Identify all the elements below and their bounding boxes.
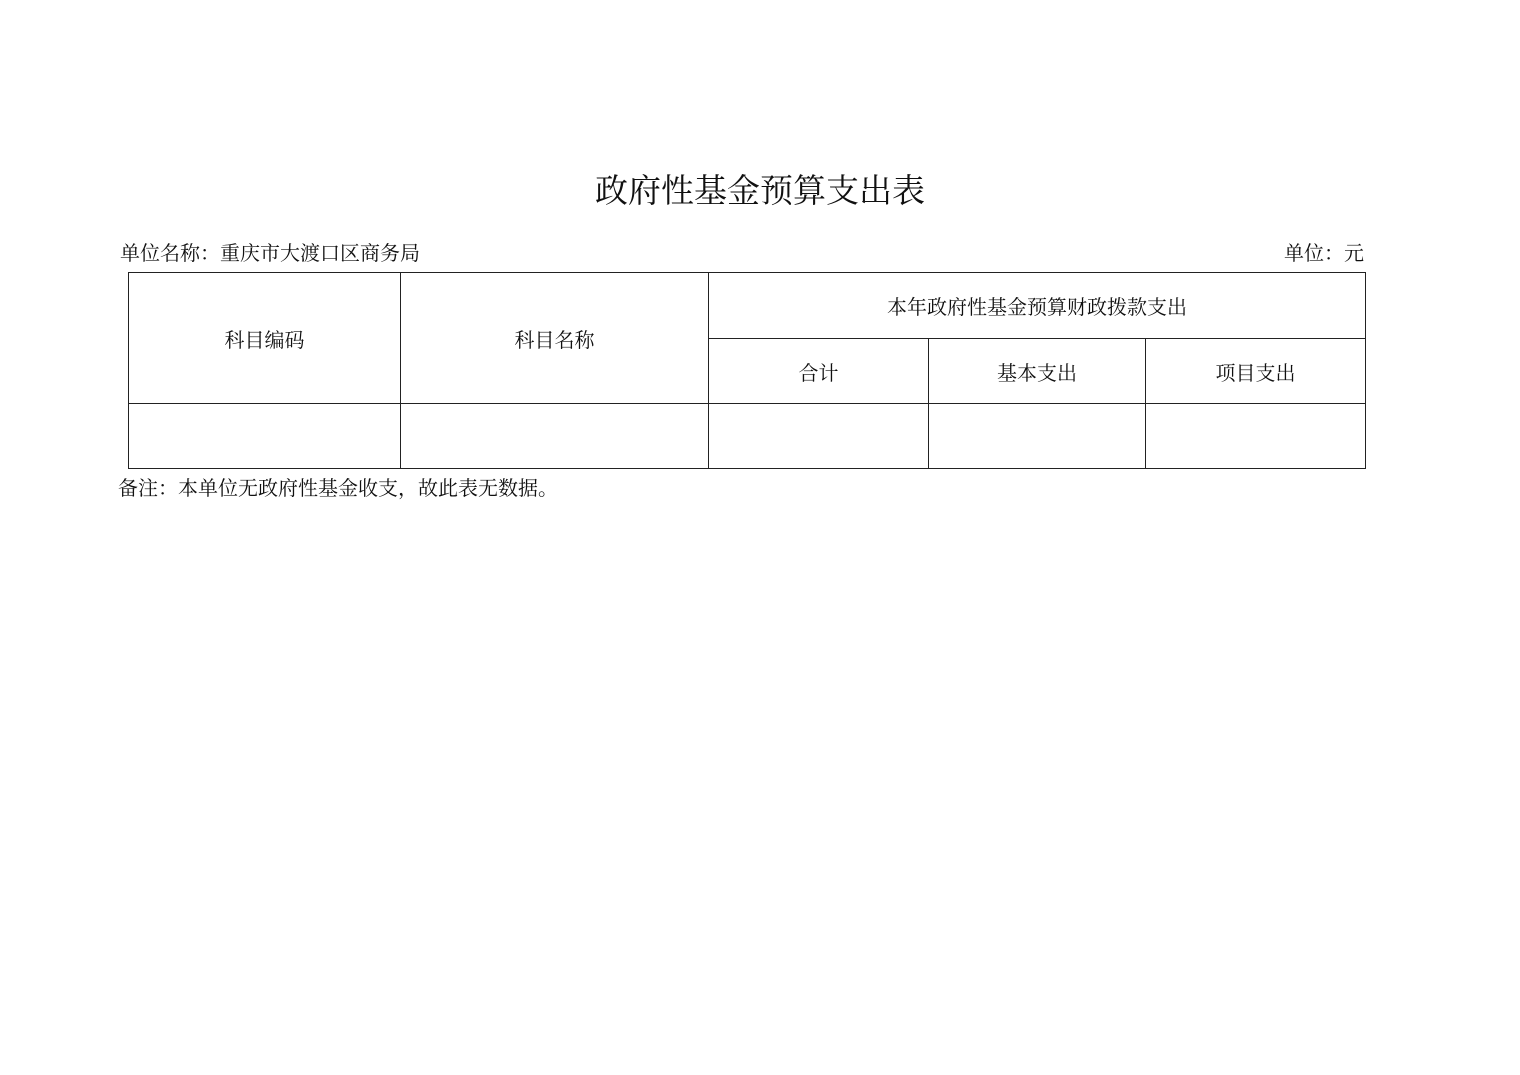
currency-unit-label: 单位：	[1284, 243, 1344, 265]
note-text: 备注：本单位无政府性基金收支，故此表无数据。	[118, 478, 558, 500]
unit-name-label: 单位名称：	[120, 243, 220, 265]
info-row	[120, 242, 1364, 266]
cell-subject-code	[129, 404, 401, 469]
header-project-expenditure: 项目支出	[1146, 339, 1366, 404]
unit-name	[120, 242, 420, 266]
unit-name-value: 重庆市大渡口区商务局	[220, 243, 420, 265]
header-fund-group: 本年政府性基金预算财政拨款支出	[709, 273, 1366, 339]
currency-unit-value: 元	[1344, 243, 1364, 265]
cell-project-expenditure	[1146, 404, 1366, 469]
budget-table	[128, 272, 1366, 469]
cell-subject-name	[401, 404, 709, 469]
cell-basic-expenditure	[929, 404, 1146, 469]
currency-unit	[1284, 242, 1364, 266]
cell-total	[709, 404, 929, 469]
header-total: 合计	[709, 339, 929, 404]
header-subject-name: 科目名称	[401, 273, 709, 404]
page-title: 政府性基金预算支出表	[595, 174, 925, 210]
header-basic-expenditure: 基本支出	[929, 339, 1146, 404]
table-header-row-top	[129, 273, 1366, 339]
header-subject-code: 科目编码	[129, 273, 401, 404]
table-row	[129, 404, 1366, 469]
